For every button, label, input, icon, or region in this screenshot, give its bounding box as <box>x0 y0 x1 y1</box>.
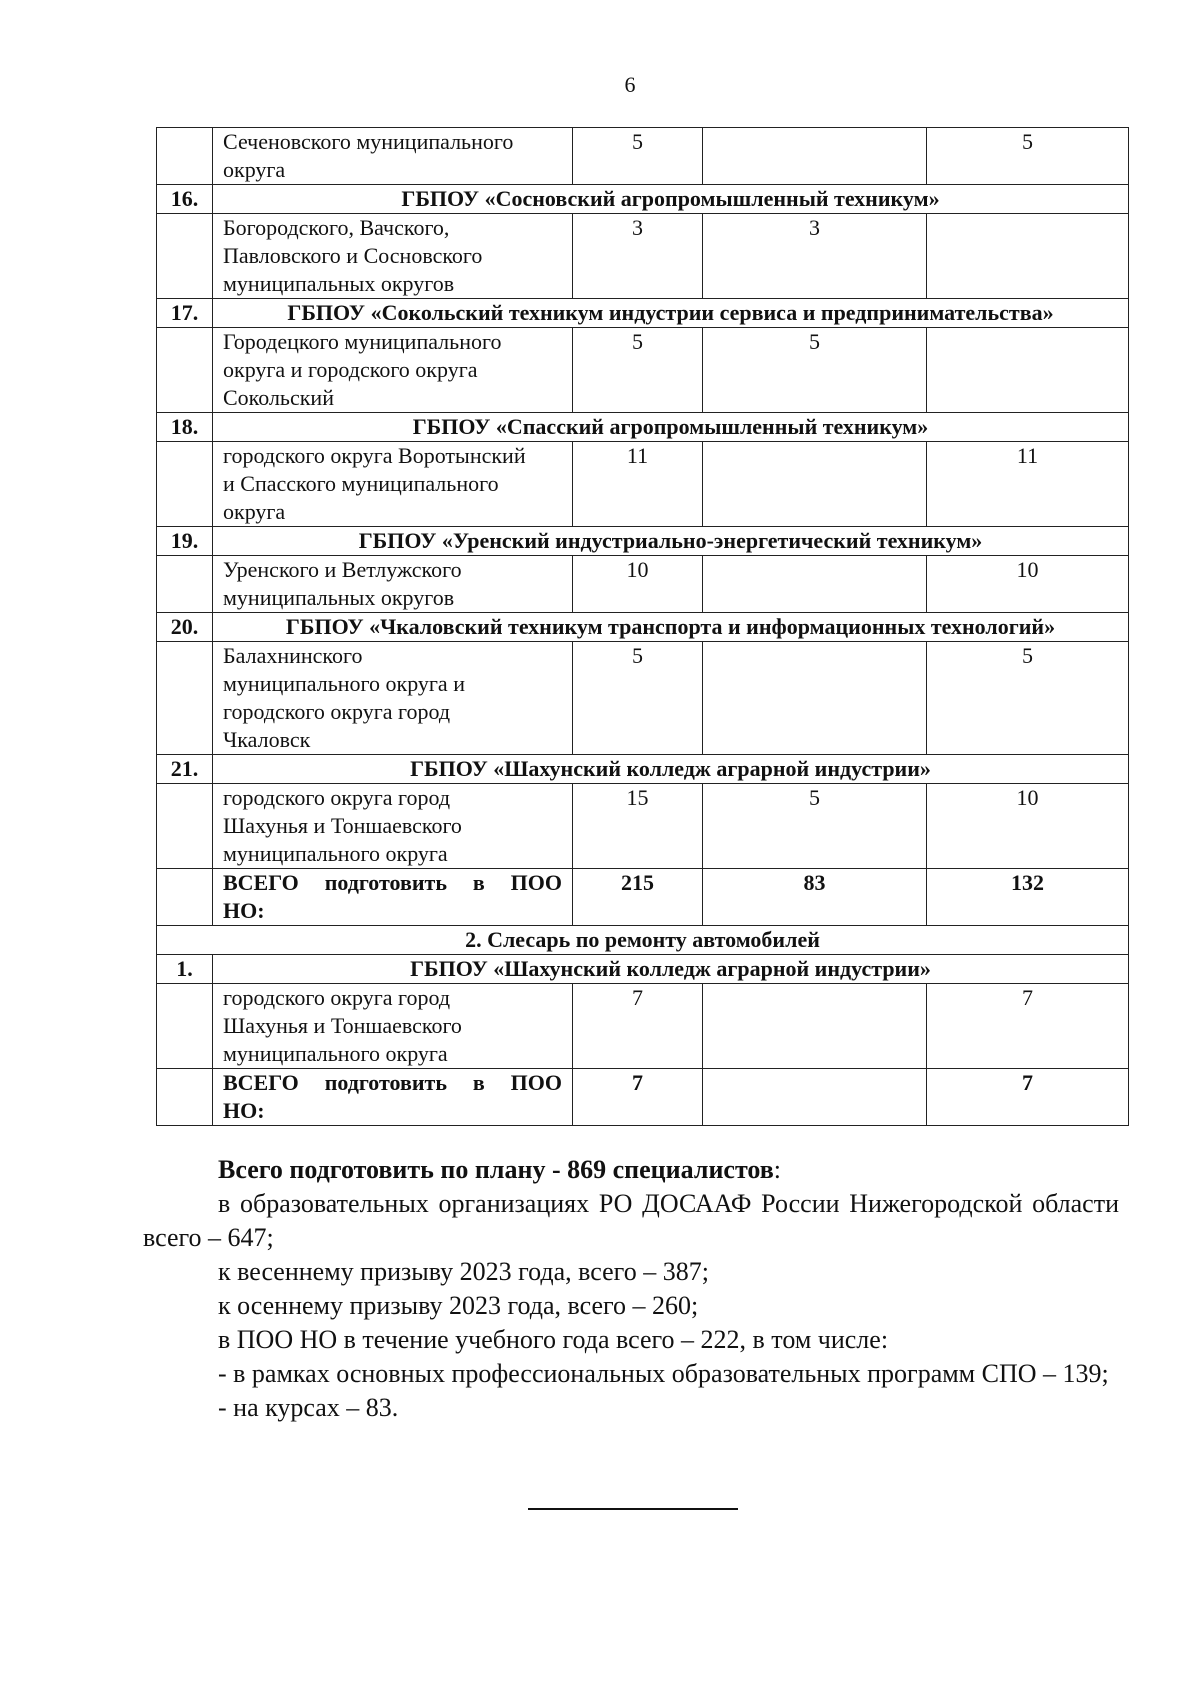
summary-total-colon: : <box>773 1155 782 1184</box>
row-number <box>157 214 213 299</box>
total-value: 215 <box>573 869 703 926</box>
municipality-line: Сокольский <box>223 385 334 410</box>
row-number: 20. <box>157 613 213 642</box>
last-value: 7 <box>927 1069 1129 1126</box>
last-value: 11 <box>927 442 1129 527</box>
mid-value <box>703 128 927 185</box>
table-row <box>157 784 1129 869</box>
plan-summary <box>143 1153 1119 1425</box>
last-value: 10 <box>927 784 1129 869</box>
municipality-cell <box>213 328 573 413</box>
municipality-cell <box>213 442 573 527</box>
municipality-line: Балахнинского <box>223 643 363 668</box>
summary-autumn: к осеннему призыву 2023 года, всего – 260; <box>218 1291 699 1320</box>
row-number <box>157 328 213 413</box>
section-row <box>157 926 1129 955</box>
total-value: 5 <box>573 128 703 185</box>
page-number: 6 <box>624 72 636 97</box>
last-value <box>927 214 1129 299</box>
summary-total: Всего подготовить по плану - 869 специалистов <box>218 1155 774 1184</box>
org-row <box>157 413 1129 442</box>
table-body <box>157 128 1129 1126</box>
last-value: 5 <box>927 128 1129 185</box>
municipality-cell <box>213 128 573 185</box>
summary-courses: - на курсах – 83. <box>218 1393 399 1422</box>
municipality-line: Павловского и Сосновского <box>223 243 483 268</box>
mid-value <box>703 642 927 755</box>
municipality-line: и Спасского муниципального <box>223 471 499 496</box>
org-name: ГБПОУ «Шахунский колледж аграрной индустрии» <box>213 755 1129 784</box>
municipality-line: Шахунья и Тоншаевского <box>223 813 462 838</box>
municipality-cell <box>213 1069 573 1126</box>
municipality-line: ВСЕГО подготовить в ПОО <box>223 870 562 895</box>
last-value: 132 <box>927 869 1129 926</box>
mid-value <box>703 984 927 1069</box>
summary-heading <box>143 1153 1119 1187</box>
municipality-line: округа <box>223 157 286 182</box>
row-number: 19. <box>157 527 213 556</box>
row-number: 17. <box>157 299 213 328</box>
municipality-cell <box>213 784 573 869</box>
row-number <box>157 556 213 613</box>
row-number: 21. <box>157 755 213 784</box>
municipality-cell <box>213 984 573 1069</box>
total-value: 7 <box>573 984 703 1069</box>
mid-value <box>703 442 927 527</box>
municipality-line: округа <box>223 499 286 524</box>
municipality-cell <box>213 214 573 299</box>
row-number <box>157 869 213 926</box>
mid-value: 5 <box>703 784 927 869</box>
municipality-line: НО: <box>223 898 265 923</box>
municipality-line: Городецкого муниципального <box>223 329 502 354</box>
municipality-line: Чкаловск <box>223 727 311 752</box>
total-value: 7 <box>573 1069 703 1126</box>
total-value: 5 <box>573 328 703 413</box>
municipality-line: НО: <box>223 1098 265 1123</box>
org-row <box>157 299 1129 328</box>
municipality-line: муниципальных округов <box>223 585 455 610</box>
mid-value: 3 <box>703 214 927 299</box>
municipality-line: Сеченовского муниципального <box>223 129 514 154</box>
closing-rule <box>528 1508 738 1510</box>
last-value: 7 <box>927 984 1129 1069</box>
row-number <box>157 984 213 1069</box>
table-row <box>157 642 1129 755</box>
org-name: ГБПОУ «Сокольский техникум индустрии сервиса и предпринимательства» <box>213 299 1129 328</box>
org-row <box>157 955 1129 984</box>
row-number <box>157 442 213 527</box>
municipality-line: Уренского и Ветлужского <box>223 557 462 582</box>
org-name: ГБПОУ «Чкаловский техникум транспорта и информационных технологий» <box>213 613 1129 642</box>
municipality-line: ВСЕГО подготовить в ПОО <box>223 1070 562 1095</box>
table-row <box>157 128 1129 185</box>
org-row <box>157 755 1129 784</box>
org-row <box>157 613 1129 642</box>
table-row <box>157 984 1129 1069</box>
municipality-line: городского округа город <box>223 699 451 724</box>
row-number: 1. <box>157 955 213 984</box>
municipality-cell <box>213 869 573 926</box>
last-value: 10 <box>927 556 1129 613</box>
total-value: 11 <box>573 442 703 527</box>
municipality-line: муниципального округа <box>223 841 448 866</box>
total-row <box>157 869 1129 926</box>
section-title: 2. Слесарь по ремонту автомобилей <box>157 926 1129 955</box>
org-name: ГБПОУ «Сосновский агропромышленный техникум» <box>213 185 1129 214</box>
row-number <box>157 128 213 185</box>
municipality-line: муниципального округа <box>223 1041 448 1066</box>
municipality-cell <box>213 642 573 755</box>
org-name: ГБПОУ «Шахунский колледж аграрной индустрии» <box>213 955 1129 984</box>
total-value: 15 <box>573 784 703 869</box>
training-plan-table <box>156 127 1129 1126</box>
municipality-line: округа и городского округа <box>223 357 478 382</box>
mid-value: 5 <box>703 328 927 413</box>
municipality-line: городского округа город <box>223 785 451 810</box>
summary-spring: к весеннему призыву 2023 года, всего – 387; <box>218 1257 709 1286</box>
municipality-line: муниципального округа и <box>223 671 465 696</box>
org-row <box>157 185 1129 214</box>
municipality-line: Шахунья и Тоншаевского <box>223 1013 462 1038</box>
municipality-line: Богородского, Вачского, <box>223 215 450 240</box>
table-row <box>157 214 1129 299</box>
last-value <box>927 328 1129 413</box>
row-number: 18. <box>157 413 213 442</box>
municipality-line: городского округа Воротынский <box>223 443 526 468</box>
table-row <box>157 328 1129 413</box>
table-row <box>157 442 1129 527</box>
table-row <box>157 556 1129 613</box>
mid-value: 83 <box>703 869 927 926</box>
mid-value <box>703 556 927 613</box>
last-value: 5 <box>927 642 1129 755</box>
org-name: ГБПОУ «Уренский индустриально-энергетический техникум» <box>213 527 1129 556</box>
summary-spo: - в рамках основных профессиональных образовательных программ СПО – 139; <box>218 1359 1109 1388</box>
row-number: 16. <box>157 185 213 214</box>
row-number <box>157 784 213 869</box>
mid-value <box>703 1069 927 1126</box>
row-number <box>157 1069 213 1126</box>
summary-dosaaf: в образовательных организациях РО ДОСААФ России Нижегородской области всего – 647; <box>143 1189 1119 1252</box>
summary-poo: в ПОО НО в течение учебного года всего – 222, в том числе: <box>218 1325 889 1354</box>
municipality-line: муниципальных округов <box>223 271 455 296</box>
row-number <box>157 642 213 755</box>
total-value: 10 <box>573 556 703 613</box>
total-value: 3 <box>573 214 703 299</box>
municipality-line: городского округа город <box>223 985 451 1010</box>
org-name: ГБПОУ «Спасский агропромышленный техникум» <box>213 413 1129 442</box>
total-value: 5 <box>573 642 703 755</box>
total-row <box>157 1069 1129 1126</box>
org-row <box>157 527 1129 556</box>
municipality-cell <box>213 556 573 613</box>
